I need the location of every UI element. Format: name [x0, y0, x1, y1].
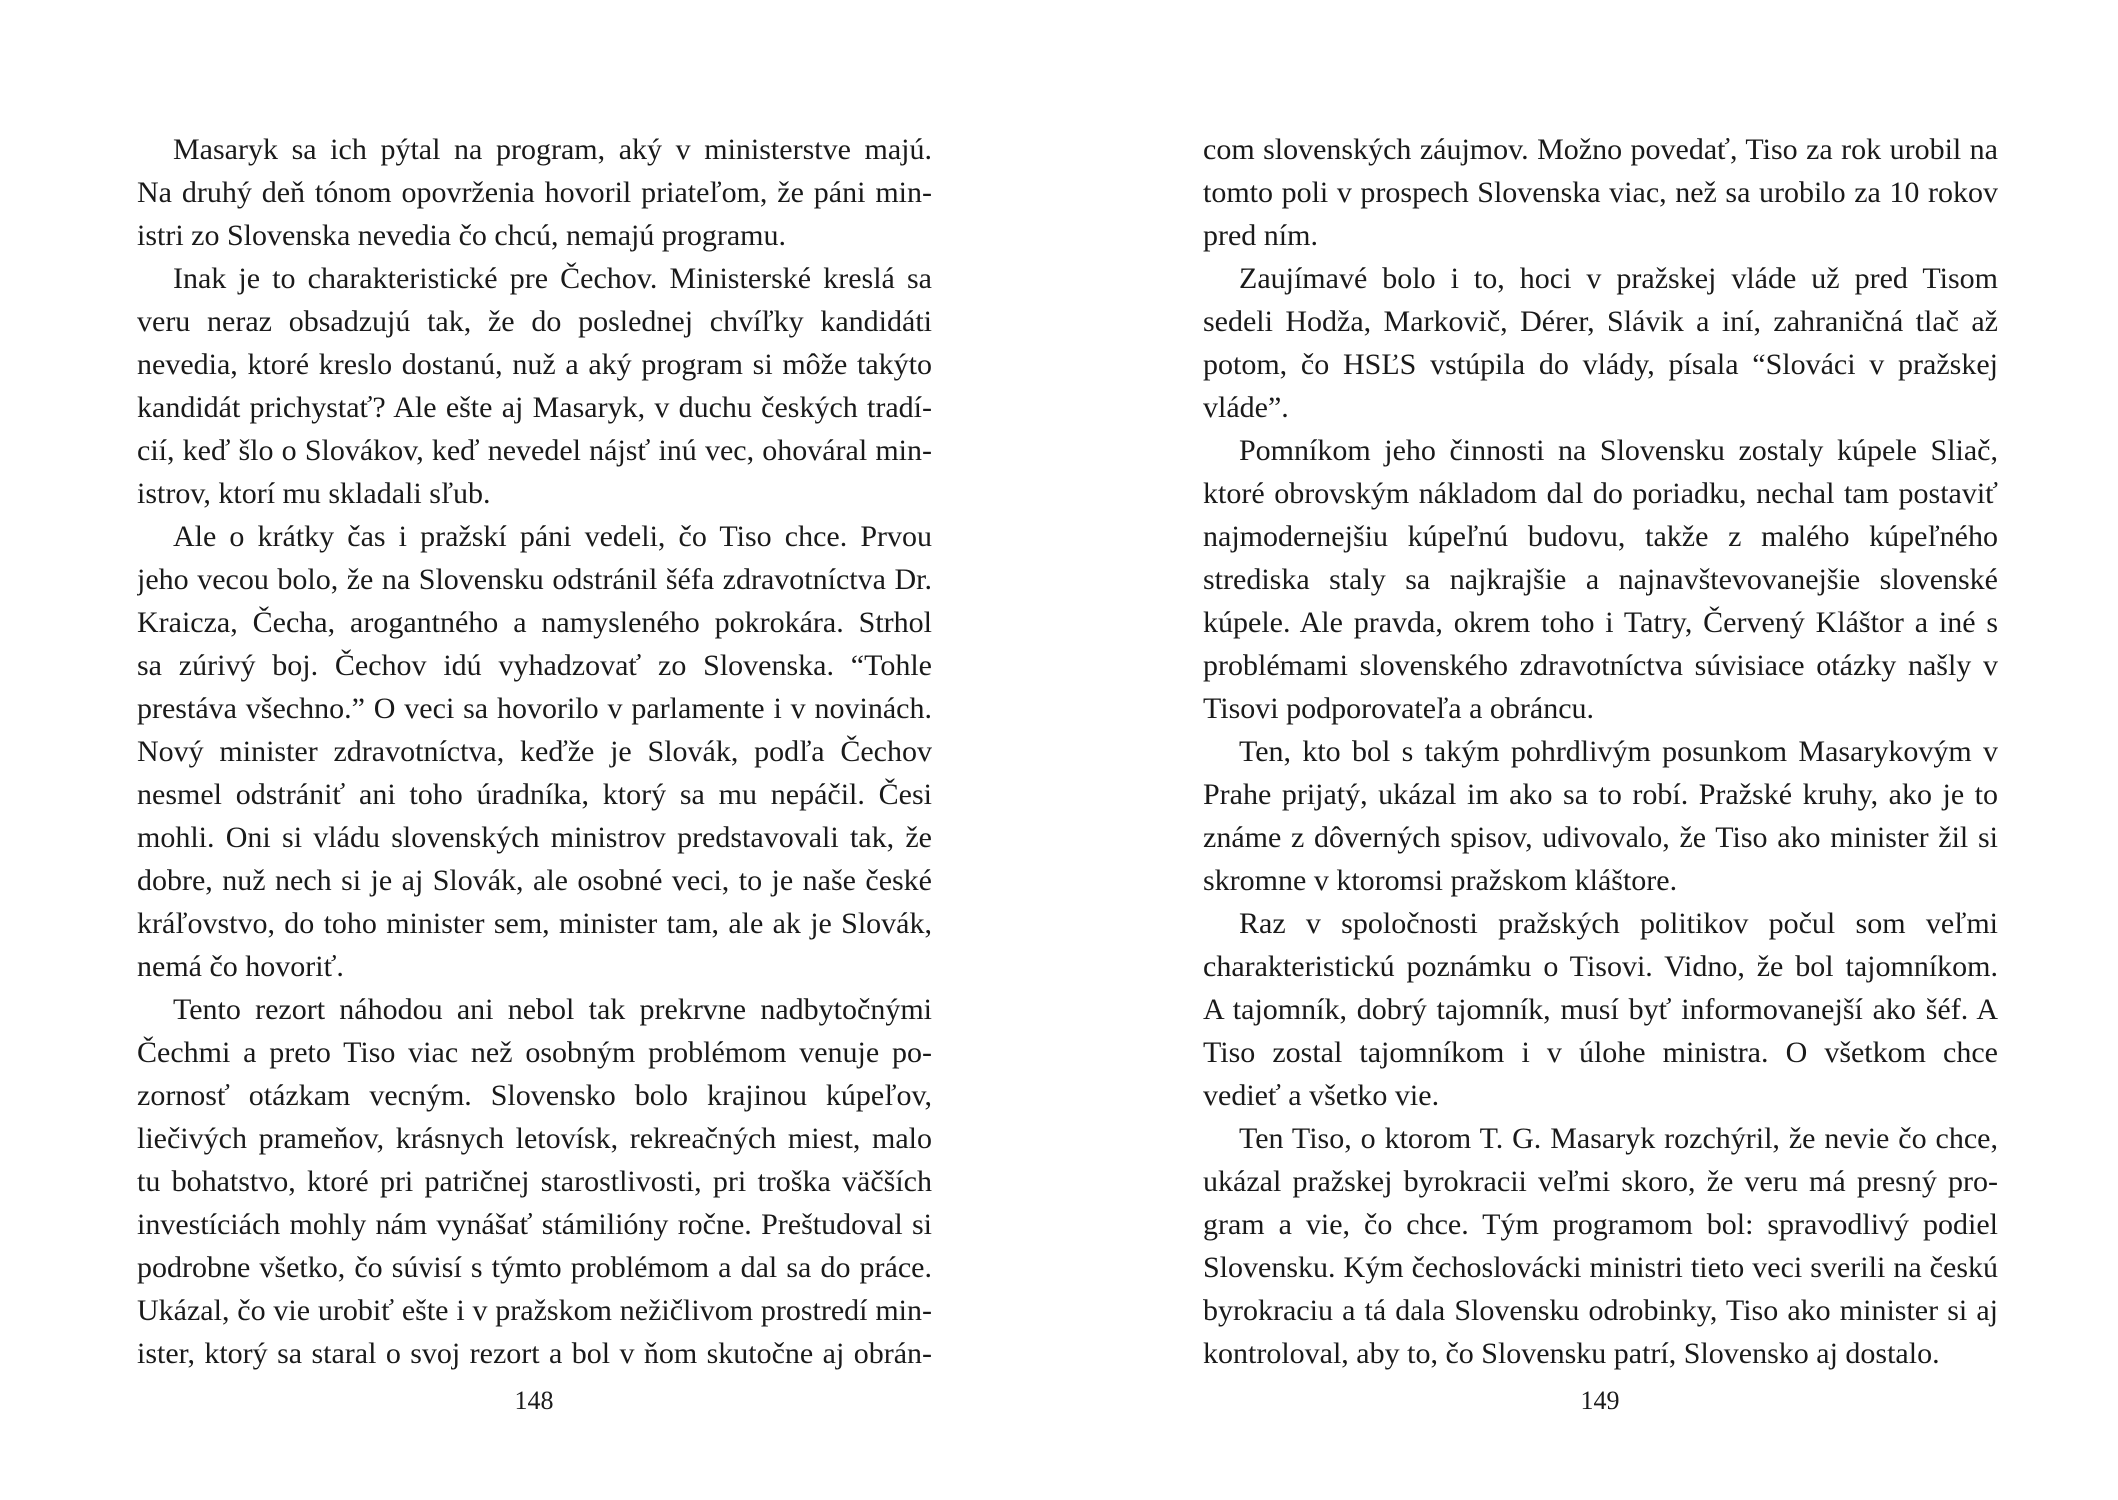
text-line: cií, keď šlo o Slovákov, keď nevedel nájsť inú vec, ohováral min- — [137, 434, 932, 467]
text-line: Inak je to charakteristické pre Čechov. Ministerské kreslá sa — [173, 262, 932, 295]
text-line: tomto poli v prospech Slovenska viac, než sa urobilo za 10 rokov — [1203, 176, 1998, 209]
text-line: kandidát prichystať? Ale ešte aj Masaryk, v duchu českých tradí- — [137, 391, 932, 424]
text-line: ktoré obrovským nákladom dal do poriadku, nechal tam postaviť — [1203, 477, 1998, 510]
text-line: Zaujímavé bolo i to, hoci v pražskej vláde už pred Tisom — [1239, 262, 1998, 295]
text-line: pred ním. — [1203, 219, 1318, 252]
text-line: Kraicza, Čecha, arogantného a namysleného pokrokára. Strhol — [137, 606, 932, 639]
text-line: problémami slovenského zdravotníctva súvisiace otázky našly v — [1203, 649, 1998, 682]
text-line: Na druhý deň tónom opovrženia hovoril priateľom, že páni min- — [137, 176, 932, 209]
text-line: jeho vecou bolo, že na Slovensku odstránil šéfa zdravotníctva Dr. — [137, 563, 932, 596]
page-number-left: 148 — [514, 1386, 554, 1415]
text-line: istrov, ktorí mu skladali sľub. — [137, 477, 491, 510]
text-line: liečivých prameňov, krásnych letovísk, rekreačných miest, malo — [137, 1122, 932, 1155]
page-number-right: 149 — [1580, 1386, 1620, 1415]
text-line: ister, ktorý sa staral o svoj rezort a bol v ňom skutočne aj obrán- — [137, 1337, 932, 1370]
text-line: vláde”. — [1203, 391, 1289, 424]
text-line: ukázal pražskej byrokracii veľmi skoro, že veru má presný pro- — [1203, 1165, 1998, 1198]
text-line: kúpele. Ale pravda, okrem toho i Tatry, Červený Kláštor a iné s — [1203, 606, 1998, 639]
right-page-text — [1203, 128, 1998, 1375]
text-line: potom, čo HSĽS vstúpila do vlády, písala “Slováci v pražskej — [1203, 348, 1998, 381]
text-line: nemá čo hovoriť. — [137, 950, 344, 983]
text-line: Prahe prijatý, ukázal im ako sa to robí. Pražské kruhy, ako je to — [1203, 778, 1998, 811]
text-line: Ukázal, čo vie urobiť ešte i v pražskom nežičlivom prostredí min- — [137, 1294, 932, 1327]
text-line: com slovenských záujmov. Možno povedať, Tiso za rok urobil na — [1203, 133, 1998, 166]
text-line: skromne v ktoromsi pražskom kláštore. — [1203, 864, 1678, 897]
text-line: Ten, kto bol s takým pohrdlivým posunkom Masarykovým v — [1239, 735, 1998, 768]
text-line: investíciách mohly nám vynášať stámilióny ročne. Preštudoval si — [137, 1208, 932, 1241]
text-line: nesmel odstrániť ani toho úradníka, ktorý sa mu nepáčil. Česi — [137, 778, 932, 811]
text-line: zornosť otázkam vecným. Slovensko bolo krajinou kúpeľov, — [137, 1079, 932, 1112]
text-line: Nový minister zdravotníctva, keďže je Slovák, podľa Čechov — [137, 735, 932, 768]
text-line: Slovensku. Kým čechoslovácki ministri tieto veci sverili na českú — [1203, 1251, 1998, 1284]
text-line: Raz v spoločnosti pražských politikov počul som veľmi — [1239, 907, 1998, 940]
text-line: Tento rezort náhodou ani nebol tak prekrvne nadbytočnými — [173, 993, 932, 1026]
text-line: A tajomník, dobrý tajomník, musí byť informovanejší ako šéf. A — [1203, 993, 1998, 1026]
text-line: kráľovstvo, do toho minister sem, minister tam, ale ak je Slovák, — [137, 907, 932, 940]
text-line: Masaryk sa ich pýtal na program, aký v ministerstve majú. — [173, 133, 932, 166]
text-line: Tisovi podporovateľa a obráncu. — [1203, 692, 1595, 725]
text-line: istri zo Slovenska nevedia čo chcú, nemajú programu. — [137, 219, 786, 252]
text-line: podrobne všetko, čo súvisí s týmto problémom a dal sa do práce. — [137, 1251, 932, 1284]
text-line: prestáva všechno.” O veci sa hovorilo v parlamente i v novinách. — [137, 692, 932, 725]
text-line: strediska staly sa najkrajšie a najnavštevovanejšie slovenské — [1203, 563, 1998, 596]
text-line: najmodernejšiu kúpeľnú budovu, takže z malého kúpeľného — [1203, 520, 1998, 553]
text-line: sa zúrivý boj. Čechov idú vyhadzovať zo Slovenska. “Tohle — [137, 649, 932, 682]
text-line: Čechmi a preto Tiso viac než osobným problémom venuje po- — [137, 1036, 932, 1069]
text-line: dobre, nuž nech si je aj Slovák, ale osobné veci, to je naše české — [137, 864, 932, 897]
text-line: charakteristickú poznámku o Tisovi. Vidno, že bol tajomníkom. — [1203, 950, 1998, 983]
text-line: gram a vie, čo chce. Tým programom bol: spravodlivý podiel — [1203, 1208, 1998, 1241]
text-line: byrokraciu a tá dala Slovensku odrobinky, Tiso ako minister si aj — [1203, 1294, 1998, 1327]
text-line: Tiso zostal tajomníkom i v úlohe ministra. O všetkom chce — [1203, 1036, 1998, 1069]
text-line: veru neraz obsadzujú tak, že do poslednej chvíľky kandidáti — [137, 305, 932, 338]
text-line: Ten Tiso, o ktorom T. G. Masaryk rozchýril, že nevie čo chce, — [1239, 1122, 1998, 1155]
text-line: Ale o krátky čas i pražskí páni vedeli, čo Tiso chce. Prvou — [173, 520, 932, 553]
text-line: tu bohatstvo, ktoré pri patričnej starostlivosti, pri troška väčších — [137, 1165, 932, 1198]
text-line: nevedia, ktoré kreslo dostanú, nuž a aký program si môže takýto — [137, 348, 932, 381]
text-line: kontroloval, aby to, čo Slovensku patrí, Slovensko aj dostalo. — [1203, 1337, 1940, 1370]
text-line: známe z dôverných spisov, udivovalo, že Tiso ako minister žil si — [1203, 821, 1998, 854]
left-page-text — [137, 128, 932, 1375]
text-line: vedieť a všetko vie. — [1203, 1079, 1440, 1112]
text-line: mohli. Oni si vládu slovenských ministrov predstavovali tak, že — [137, 821, 932, 854]
text-line: sedeli Hodža, Markovič, Dérer, Slávik a iní, zahraničná tlač až — [1203, 305, 1998, 338]
text-line: Pomníkom jeho činnosti na Slovensku zostaly kúpele Sliač, — [1239, 434, 1998, 467]
